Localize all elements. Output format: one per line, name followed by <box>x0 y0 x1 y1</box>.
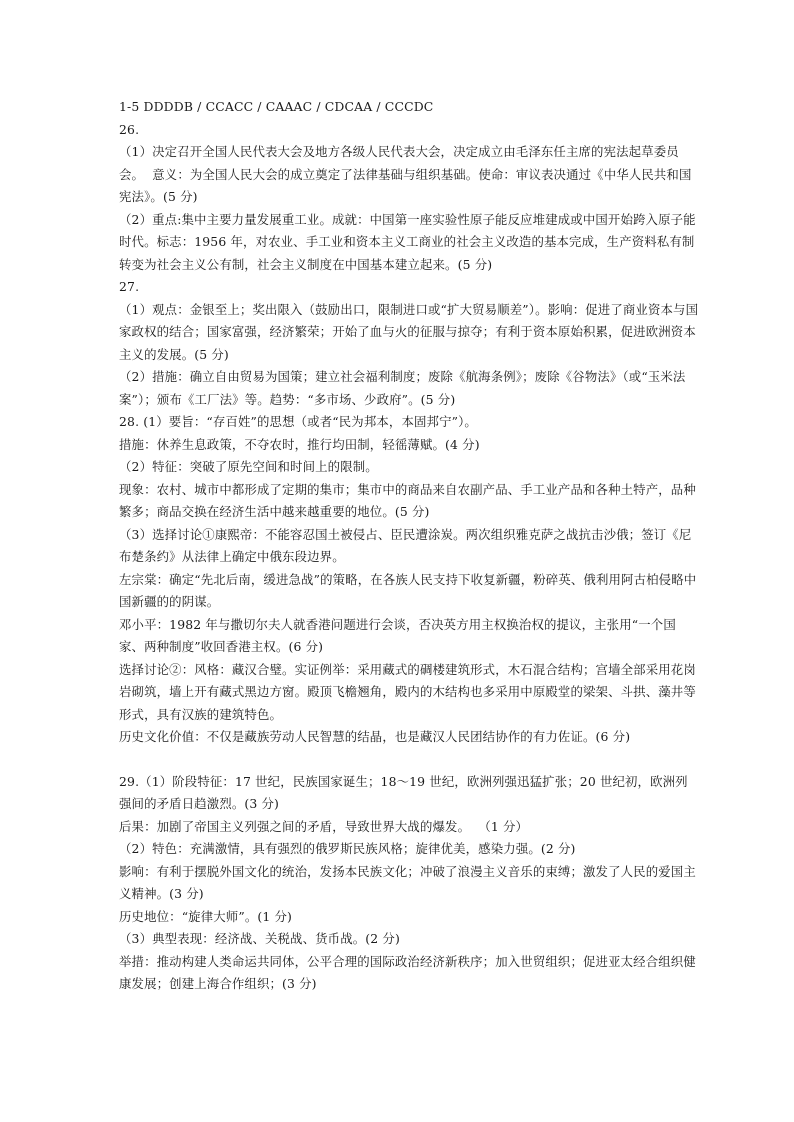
q29-influence: 影响：有利于摆脱外国文化的统治，发扬本民族文化；冲破了浪漫主义音乐的束缚；激发了人民的爱国主义精神。(3 分) <box>119 863 696 901</box>
q28-part3-option1: （3）选择讨论①康熙帝：不能容忍国土被侵占、臣民遭涂炭。两次组织雅克萨之战抗击沙俄；签订《尼布楚条约》从法律上确定中俄东段边界。 <box>119 526 692 564</box>
q28-cultural-value: 历史文化价值：不仅是藏族劳动人民智慧的结晶，也是藏汉人民团结协作的有力佐证。(6 分) <box>119 729 631 744</box>
answer-line-mc: 1-5 DDDDB / CCACC / CAAAC / CDCAA / CCCDC <box>119 99 434 114</box>
q27-part1: （1）观点：金银至上；奖出限入（鼓励出口，限制进口或“扩大贸易顺差”）。影响：促进了商业资本与国家政权的结合；国家富强，经济繁荣；开始了血与火的征服与掠夺；有利于资本原始积累，促进欧洲资本主义的发展。(5 分) <box>119 301 699 362</box>
q28-part2: （2）特征：突破了原先空间和时间上的限制。 <box>119 459 378 474</box>
q28-part2-phenomena: 现象：农村、城市中都形成了定期的集市；集市中的商品来自农副产品、手工业产品和各种土特产，品种繁多；商品交换在经济生活中越来越重要的地位。(5 分) <box>119 481 696 519</box>
q28-part3-option2: 选择讨论②：风格：藏汉合璧。实证例举：采用藏式的碉楼建筑形式，木石混合结构；宫墙全部采用花岗岩砌筑，墙上开有藏式黑边方窗。殿顶飞檐翘角，殿内的木结构也多采用中原殿堂的梁架、斗拱、藻井等形式，具有汉族的建筑特色。 <box>119 661 696 722</box>
question-27-number: 27. <box>119 279 140 294</box>
q27-part2: （2）措施：确立自由贸易为国策；建立社会福利制度；废除《航海条例》；废除《谷物法》（或“玉米法案”）；颁布《工厂法》等。趋势：“多市场、少政府”。(5 分) <box>119 369 686 407</box>
q28-zuo-zongtang: 左宗棠：确定“先北后南，缓进急战”的策略，在各族人民支持下收复新疆，粉碎英、俄利用阿古柏侵略中国新疆的的阴谋。 <box>119 571 697 609</box>
q26-part1: （1）决定召开全国人民代表大会及地方各级人民代表大会，决定成立由毛泽东任主席的宪法起草委员会。 意义：为全国人民大会的成立奠定了法律基础与组织基础。使命：审议表决通过《中华人民共和国宪法》。(5 分) <box>119 144 692 204</box>
blank-line <box>119 749 699 771</box>
q29-historical-status: 历史地位：“旋律大师”。(1 分) <box>119 908 293 924</box>
q29-part2: （2）特色：充满激情，具有强烈的俄罗斯民族风格；旋律优美，感染力强。(2 分) <box>119 841 576 856</box>
q26-part2: （2）重点:集中主要力量发展重工业。成就：中国第一座实验性原子能反应堆建成或中国开始跨入原子能时代。标志：1956 年，对农业、手工业和资本主义工商业的社会主义改造的基本完成，生产资料私有制转变为社会主义公有制，社会主义制度在中国基本建立起来。(5 分) <box>119 211 696 272</box>
q29-part1: 29.（1）阶段特征：17 世纪，民族国家诞生；18～19 世纪，欧洲列强迅猛扩张；20 世纪初，欧洲列强间的矛盾日趋激烈。(3 分) <box>119 773 688 811</box>
q28-part1: 28. (1）要旨：“存百姓”的思想（或者“民为邦本，本固邦宁”）。 <box>119 414 477 429</box>
question-26-number: 26. <box>119 121 140 137</box>
q29-part3: （3）典型表现：经济战、关税战、货币战。(2 分) <box>119 931 400 946</box>
q29-consequence: 后果：加剧了帝国主义列强之间的矛盾，导致世界大战的爆发。 （1 分） <box>119 818 529 834</box>
q28-part1-measures: 措施：休养生息政策，不夺农时，推行均田制，轻徭薄赋。(4 分) <box>119 436 480 452</box>
answer-document <box>119 96 699 996</box>
q28-deng-xiaoping: 邓小平：1982 年与撒切尔夫人就香港问题进行会谈，否决英方用主权换治权的提议，主张用“一个国家、两种制度”收回香港主权。(6 分) <box>119 616 676 654</box>
q29-measures: 举措：推动构建人类命运共同体，公平合理的国际政治经济新秩序；加入世贸组织；促进亚太经合组织健康发展；创建上海合作组织；(3 分) <box>119 953 696 991</box>
